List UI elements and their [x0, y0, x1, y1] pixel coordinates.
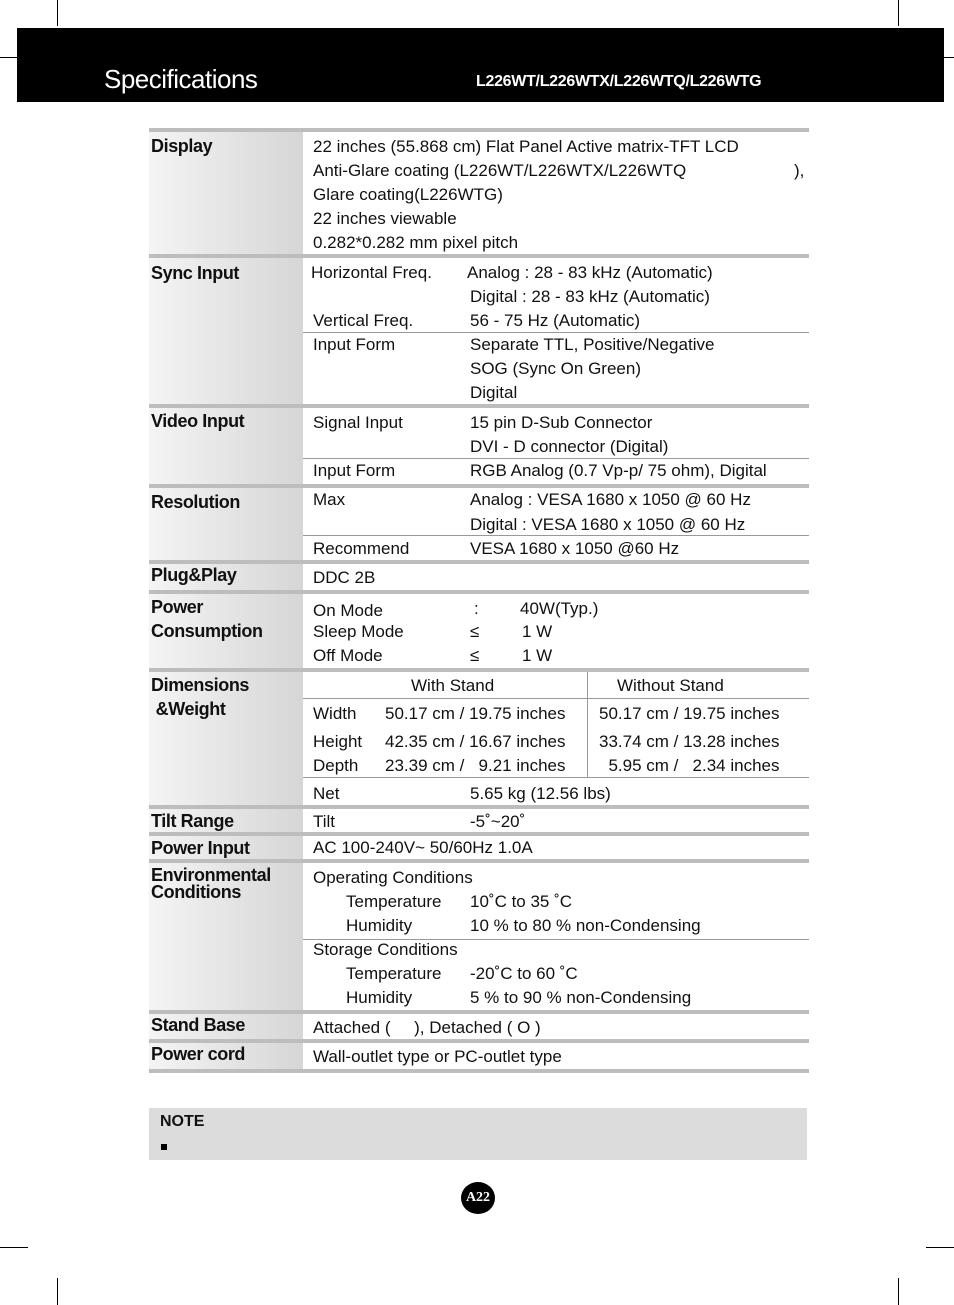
dim-without-value: 33.74 cm / 13.28 inches — [599, 732, 780, 751]
display-label: Display — [151, 136, 213, 156]
stand-base-value: Attached ( ), Detached ( O ) — [313, 1018, 541, 1037]
plug-play-label: Plug&Play — [151, 565, 237, 585]
power-cord-value: Wall-outlet type or PC-outlet type — [313, 1047, 562, 1066]
dim-without-value: 50.17 cm / 19.75 inches — [599, 704, 780, 723]
crop-mark — [944, 57, 954, 58]
note-box — [149, 1108, 807, 1160]
section-rule — [149, 1069, 809, 1073]
page-header — [17, 28, 944, 102]
plug-play-value: DDC 2B — [313, 568, 376, 587]
crop-mark — [898, 0, 899, 26]
res-max-value: Digital : VESA 1680 x 1050 @ 60 Hz — [470, 515, 746, 534]
sleep-mode-sep: ≤ — [470, 622, 480, 641]
without-stand-header: Without Stand — [617, 676, 724, 695]
op-temp-value: 10˚C to 35 ˚C — [470, 892, 573, 911]
section-rule — [149, 805, 809, 809]
section-rule — [149, 484, 809, 488]
res-max-value: Analog : VESA 1680 x 1050 @ 60 Hz — [470, 490, 751, 509]
res-max-label: Max — [313, 490, 346, 509]
vfreq-label: Vertical Freq. — [313, 311, 414, 330]
op-humidity-value: 10 % to 80 % non-Condensing — [470, 916, 701, 935]
crop-mark — [0, 1247, 28, 1248]
power-cord-label: Power cord — [151, 1044, 246, 1064]
page-number: A22 — [461, 1182, 495, 1214]
dim-without-value: 5.95 cm / 2.34 inches — [599, 756, 780, 775]
crop-mark — [898, 1278, 899, 1305]
crop-mark — [0, 57, 17, 58]
section-rule — [149, 668, 809, 672]
op-temp-label: Temperature — [346, 892, 442, 911]
display-line: Glare coating(L226WTG) — [313, 185, 503, 204]
on-mode-label: On Mode — [313, 601, 383, 620]
dim-with-value: 50.17 cm / 19.75 inches — [385, 704, 566, 723]
sub-rule — [303, 332, 809, 333]
dim-row-name: Depth — [313, 756, 359, 775]
storage-title: Storage Conditions — [313, 940, 458, 959]
sub-rule — [303, 458, 809, 459]
sync-form-value: Digital — [470, 383, 518, 402]
off-mode-value: 1 W — [522, 646, 553, 665]
note-label: NOTE — [160, 1113, 205, 1130]
on-mode-sep: : — [474, 599, 479, 618]
hfreq-label: Horizontal Freq. — [311, 263, 432, 282]
video-form-label: Input Form — [313, 461, 396, 480]
sync-form-value: SOG (Sync On Green) — [470, 359, 641, 378]
sub-rule — [303, 535, 809, 536]
column-divider — [587, 672, 588, 777]
hfreq-digital: Digital : 28 - 83 kHz (Automatic) — [470, 287, 710, 306]
sub-rule — [303, 698, 809, 699]
consumption-label: Consumption — [151, 621, 263, 641]
with-stand-header: With Stand — [411, 676, 495, 695]
power-input-value: AC 100-240V~ 50/60Hz 1.0A — [313, 838, 533, 857]
section-rule — [149, 590, 809, 594]
on-mode-value: 40W(Typ.) — [520, 599, 599, 618]
dim-row-name: Width — [313, 704, 357, 723]
model-names: L226WT/L226WTX/L226WTQ/L226WTG — [476, 73, 762, 90]
crop-mark — [926, 1247, 954, 1248]
conditions-label: Conditions — [151, 882, 241, 902]
crop-mark — [57, 0, 58, 26]
res-recommend-label: Recommend — [313, 539, 410, 558]
sync-input-label: Sync Input — [151, 263, 240, 283]
display-line: 0.282*0.282 mm pixel pitch — [313, 233, 519, 252]
resolution-label: Resolution — [151, 492, 240, 512]
video-form-value: RGB Analog (0.7 Vp-p/ 75 ohm), Digital — [470, 461, 767, 480]
stand-base-label: Stand Base — [151, 1015, 246, 1035]
sync-form-label: Input Form — [313, 335, 396, 354]
operating-title: Operating Conditions — [313, 868, 473, 887]
net-weight-value: 5.65 kg (12.56 lbs) — [470, 784, 611, 803]
off-mode-sep: ≤ — [470, 646, 480, 665]
signal-input-value: 15 pin D-Sub Connector — [470, 413, 653, 432]
dim-with-value: 23.39 cm / 9.21 inches — [385, 756, 566, 775]
display-line-end: ), — [794, 161, 805, 180]
section-rule — [149, 404, 809, 408]
display-line: 22 inches (55.868 cm) Flat Panel Active matrix-TFT LCD — [313, 137, 739, 156]
st-temp-value: -20˚C to 60 ˚C — [470, 964, 578, 983]
dim-row-name: Height — [313, 732, 363, 751]
dim-with-value: 42.35 cm / 16.67 inches — [385, 732, 566, 751]
signal-input-label: Signal Input — [313, 413, 403, 432]
section-rule — [149, 254, 809, 258]
sleep-mode-label: Sleep Mode — [313, 622, 404, 641]
sub-rule — [303, 777, 809, 778]
power-input-label: Power Input — [151, 838, 250, 858]
display-line: Anti-Glare coating (L226WT/L226WTX/L226WTQ — [313, 161, 687, 180]
section-rule — [149, 1039, 809, 1043]
off-mode-label: Off Mode — [313, 646, 383, 665]
sleep-mode-value: 1 W — [522, 622, 553, 641]
vfreq-value: 56 - 75 Hz (Automatic) — [470, 311, 641, 330]
page-title: Specifications — [104, 64, 258, 94]
tilt-value: -5˚~20˚ — [470, 812, 526, 831]
section-rule — [149, 1010, 809, 1014]
bullet-icon — [161, 1144, 167, 1150]
display-line: 22 inches viewable — [313, 209, 457, 228]
power-label: Power — [151, 597, 204, 617]
section-rule — [149, 128, 809, 132]
tilt-range-label: Tilt Range — [151, 811, 234, 831]
environmental-label: Environmental — [151, 865, 271, 885]
signal-input-value: DVI - D connector (Digital) — [470, 437, 669, 456]
video-input-label: Video Input — [151, 411, 245, 431]
sync-form-value: Separate TTL, Positive/Negative — [470, 335, 715, 354]
tilt-name: Tilt — [313, 812, 336, 831]
st-temp-label: Temperature — [346, 964, 442, 983]
crop-mark — [57, 1278, 58, 1305]
st-humidity-label: Humidity — [346, 988, 413, 1007]
net-weight-label: Net — [313, 784, 340, 803]
res-recommend-value: VESA 1680 x 1050 @60 Hz — [470, 539, 680, 558]
st-humidity-value: 5 % to 90 % non-Condensing — [470, 988, 692, 1007]
weight-label: &Weight — [151, 699, 226, 719]
dimensions-label: Dimensions — [151, 675, 250, 695]
section-rule — [149, 560, 809, 564]
op-humidity-label: Humidity — [346, 916, 413, 935]
hfreq-analog: Analog : 28 - 83 kHz (Automatic) — [467, 263, 713, 282]
